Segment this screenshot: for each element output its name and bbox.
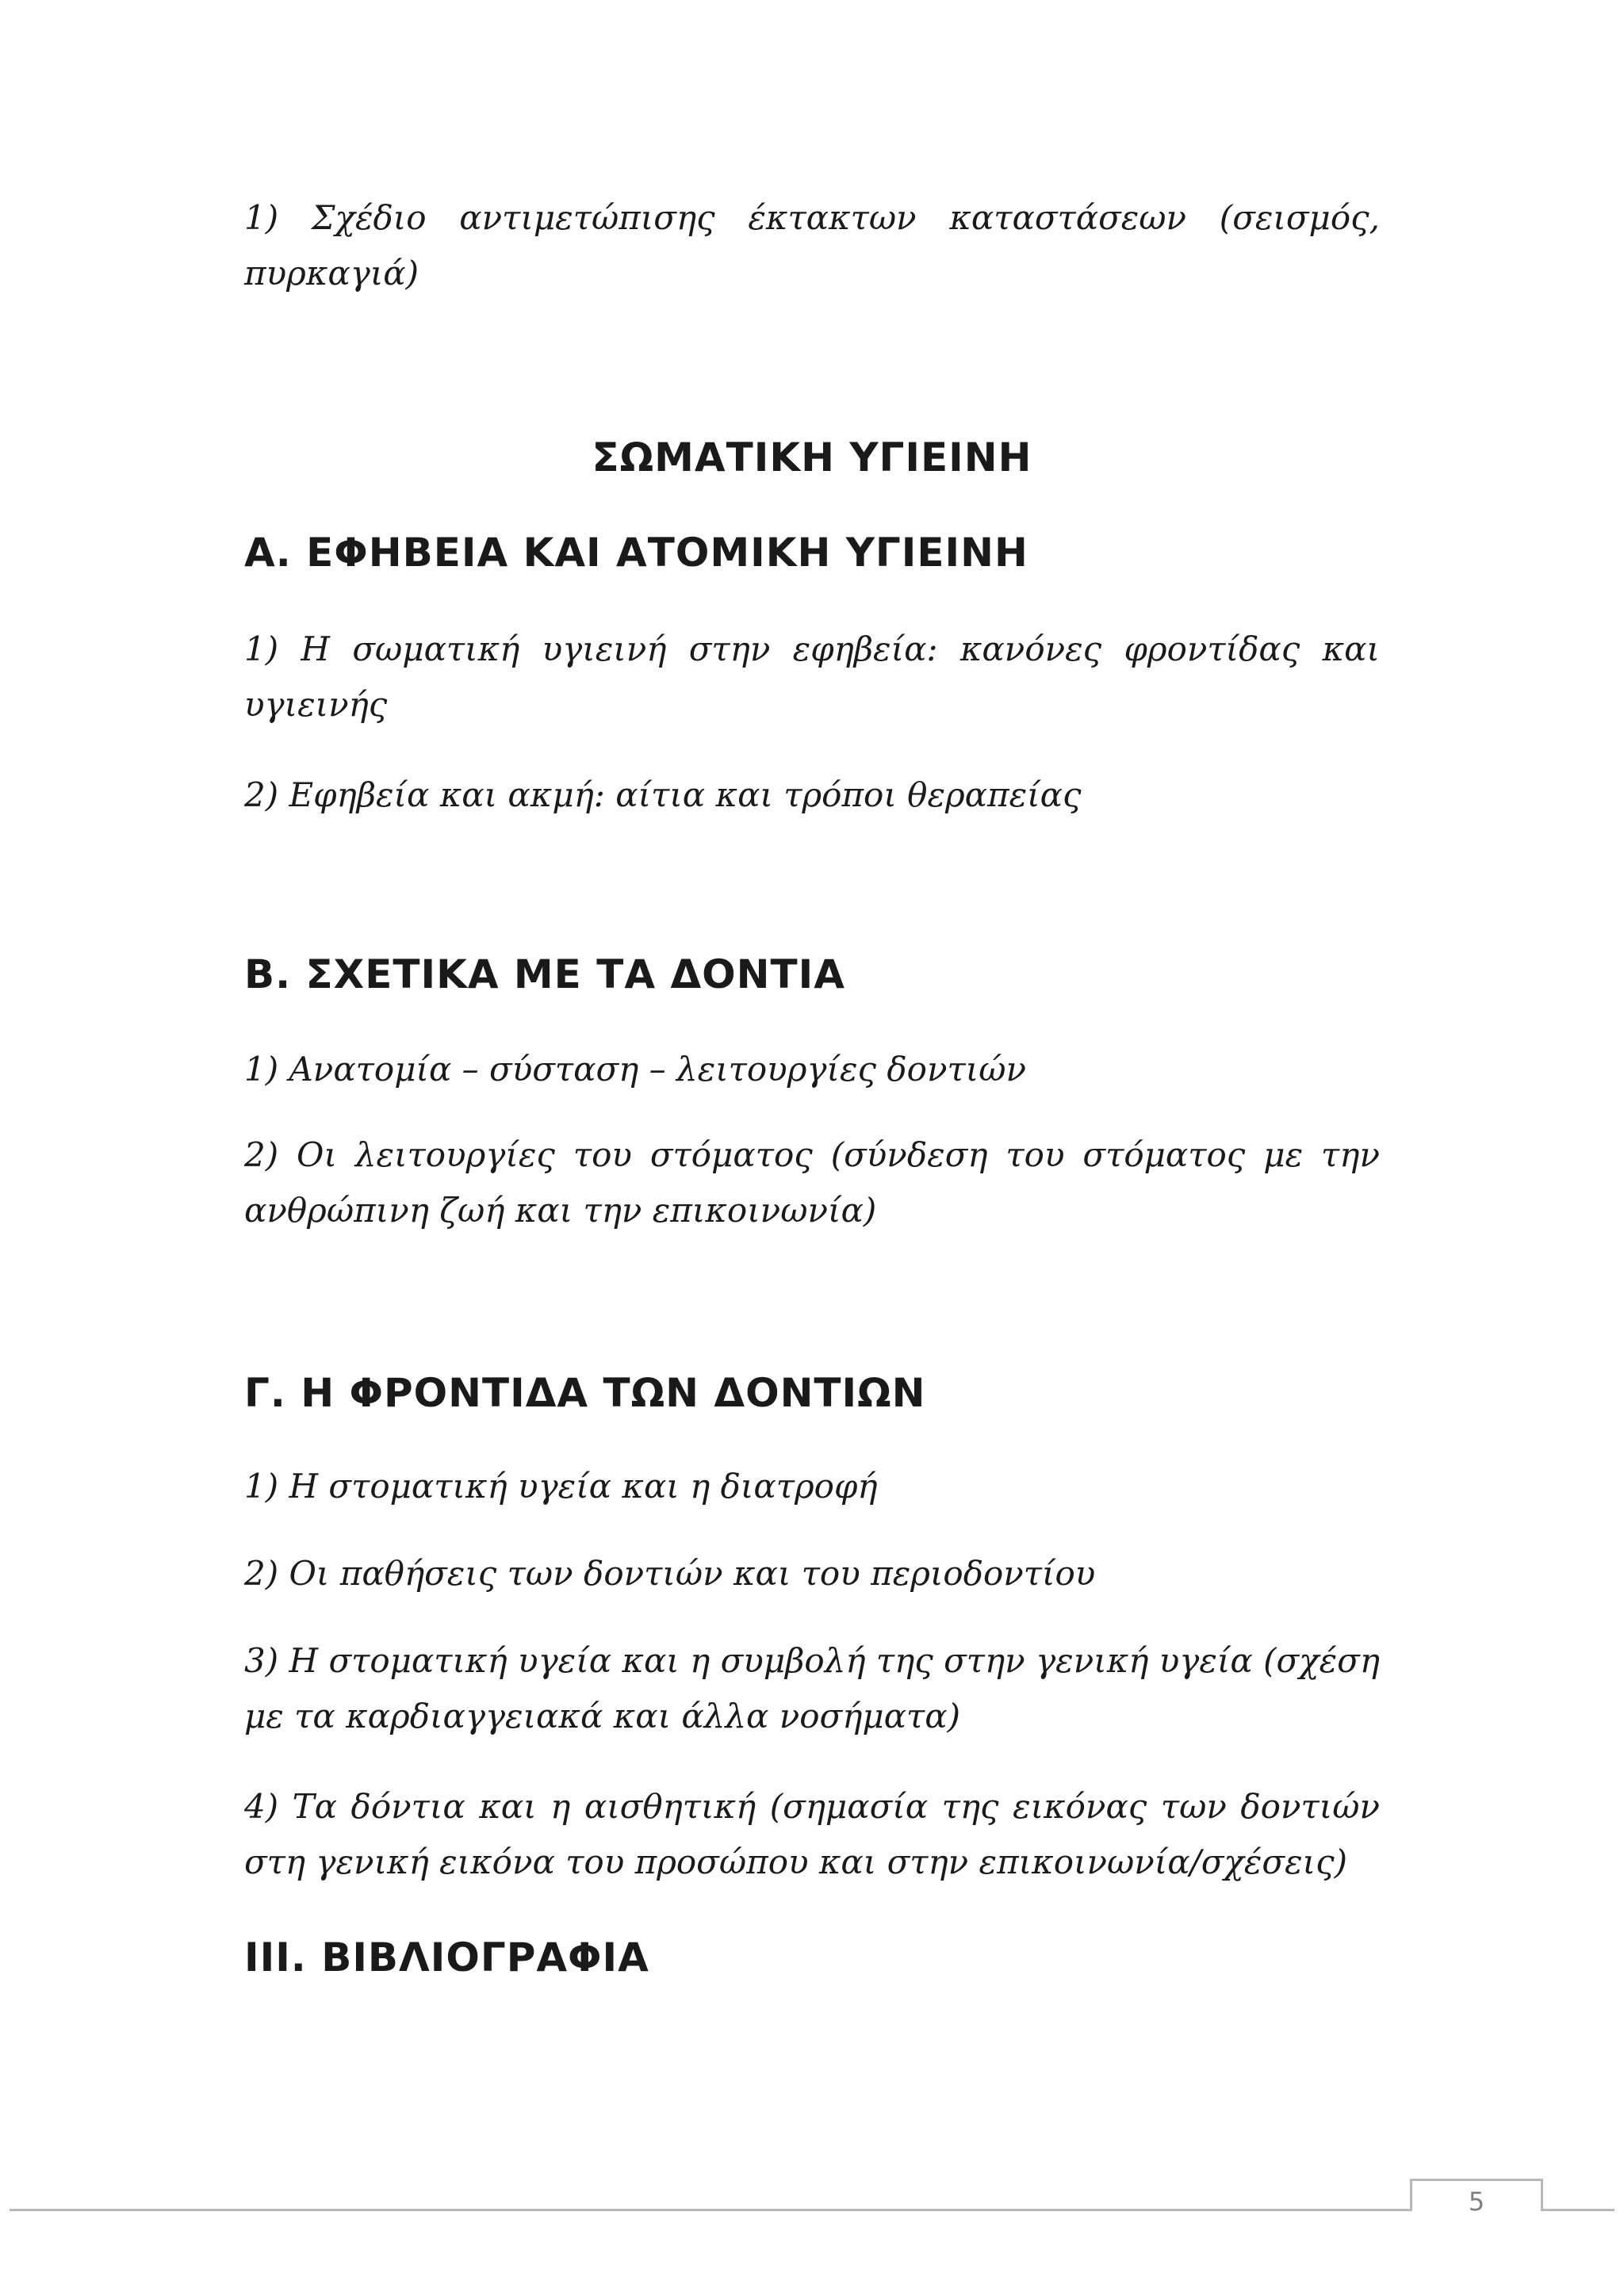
section-c-item-2: 2) Οι παθήσεις των δοντιών και του περιοδοντίου: [244, 1554, 1096, 1593]
section-b-item-2: 2) Οι λειτουργίες του στόματος (σύνδεση του στόματος με την ανθρώπινη ζωή και την επικοινωνία): [244, 1135, 1380, 1230]
section-b-heading: Β. ΣΧΕΤΙΚΑ ΜΕ ΤΑ ΔΟΝΤΙΑ: [244, 951, 845, 997]
intro-list-item: 1) Σχέδιο αντιμετώπισης έκτακτων καταστάσεων (σεισμός, πυρκαγιά): [244, 198, 1380, 293]
section-iii-heading: III. ΒΙΒΛΙΟΓΡΑΦΙΑ: [244, 1934, 649, 1980]
main-title: ΣΩΜΑΤΙΚΗ ΥΓΙΕΙΝΗ: [592, 434, 1032, 480]
section-c-item-1: 1) Η στοματική υγεία και η διατροφή: [244, 1467, 878, 1506]
section-b-item-1: 1) Ανατομία – σύσταση – λειτουργίες δοντιών: [244, 1050, 1026, 1089]
section-a-item-2: 2) Εφηβεία και ακμή: αίτια και τρόποι θεραπείας: [244, 775, 1082, 814]
section-a-item-1: 1) Η σωματική υγιεινή στην εφηβεία: κανόνες φροντίδας και υγιεινής: [244, 629, 1380, 724]
section-c-heading: Γ. Η ΦΡΟΝΤΙΔΑ ΤΩΝ ΔΟΝΤΙΩΝ: [244, 1370, 926, 1416]
page-number: 5: [1468, 2187, 1485, 2217]
section-a-heading: Α. ΕΦΗΒΕΙΑ ΚΑΙ ΑΤΟΜΙΚΗ ΥΓΙΕΙΝΗ: [244, 530, 1028, 576]
section-c-item-3: 3) Η στοματική υγεία και η συμβολή της στην γενική υγεία (σχέση με τα καρδιαγγειακά και άλλα νοσήματα): [244, 1641, 1380, 1735]
footer-rule: [10, 2209, 1614, 2211]
section-c-item-4: 4) Τα δόντια και η αισθητική (σημασία της εικόνας των δοντιών στη γενική εικόνα του προσώπου και στην επικοινωνία/σχέσεις): [244, 1787, 1380, 1881]
